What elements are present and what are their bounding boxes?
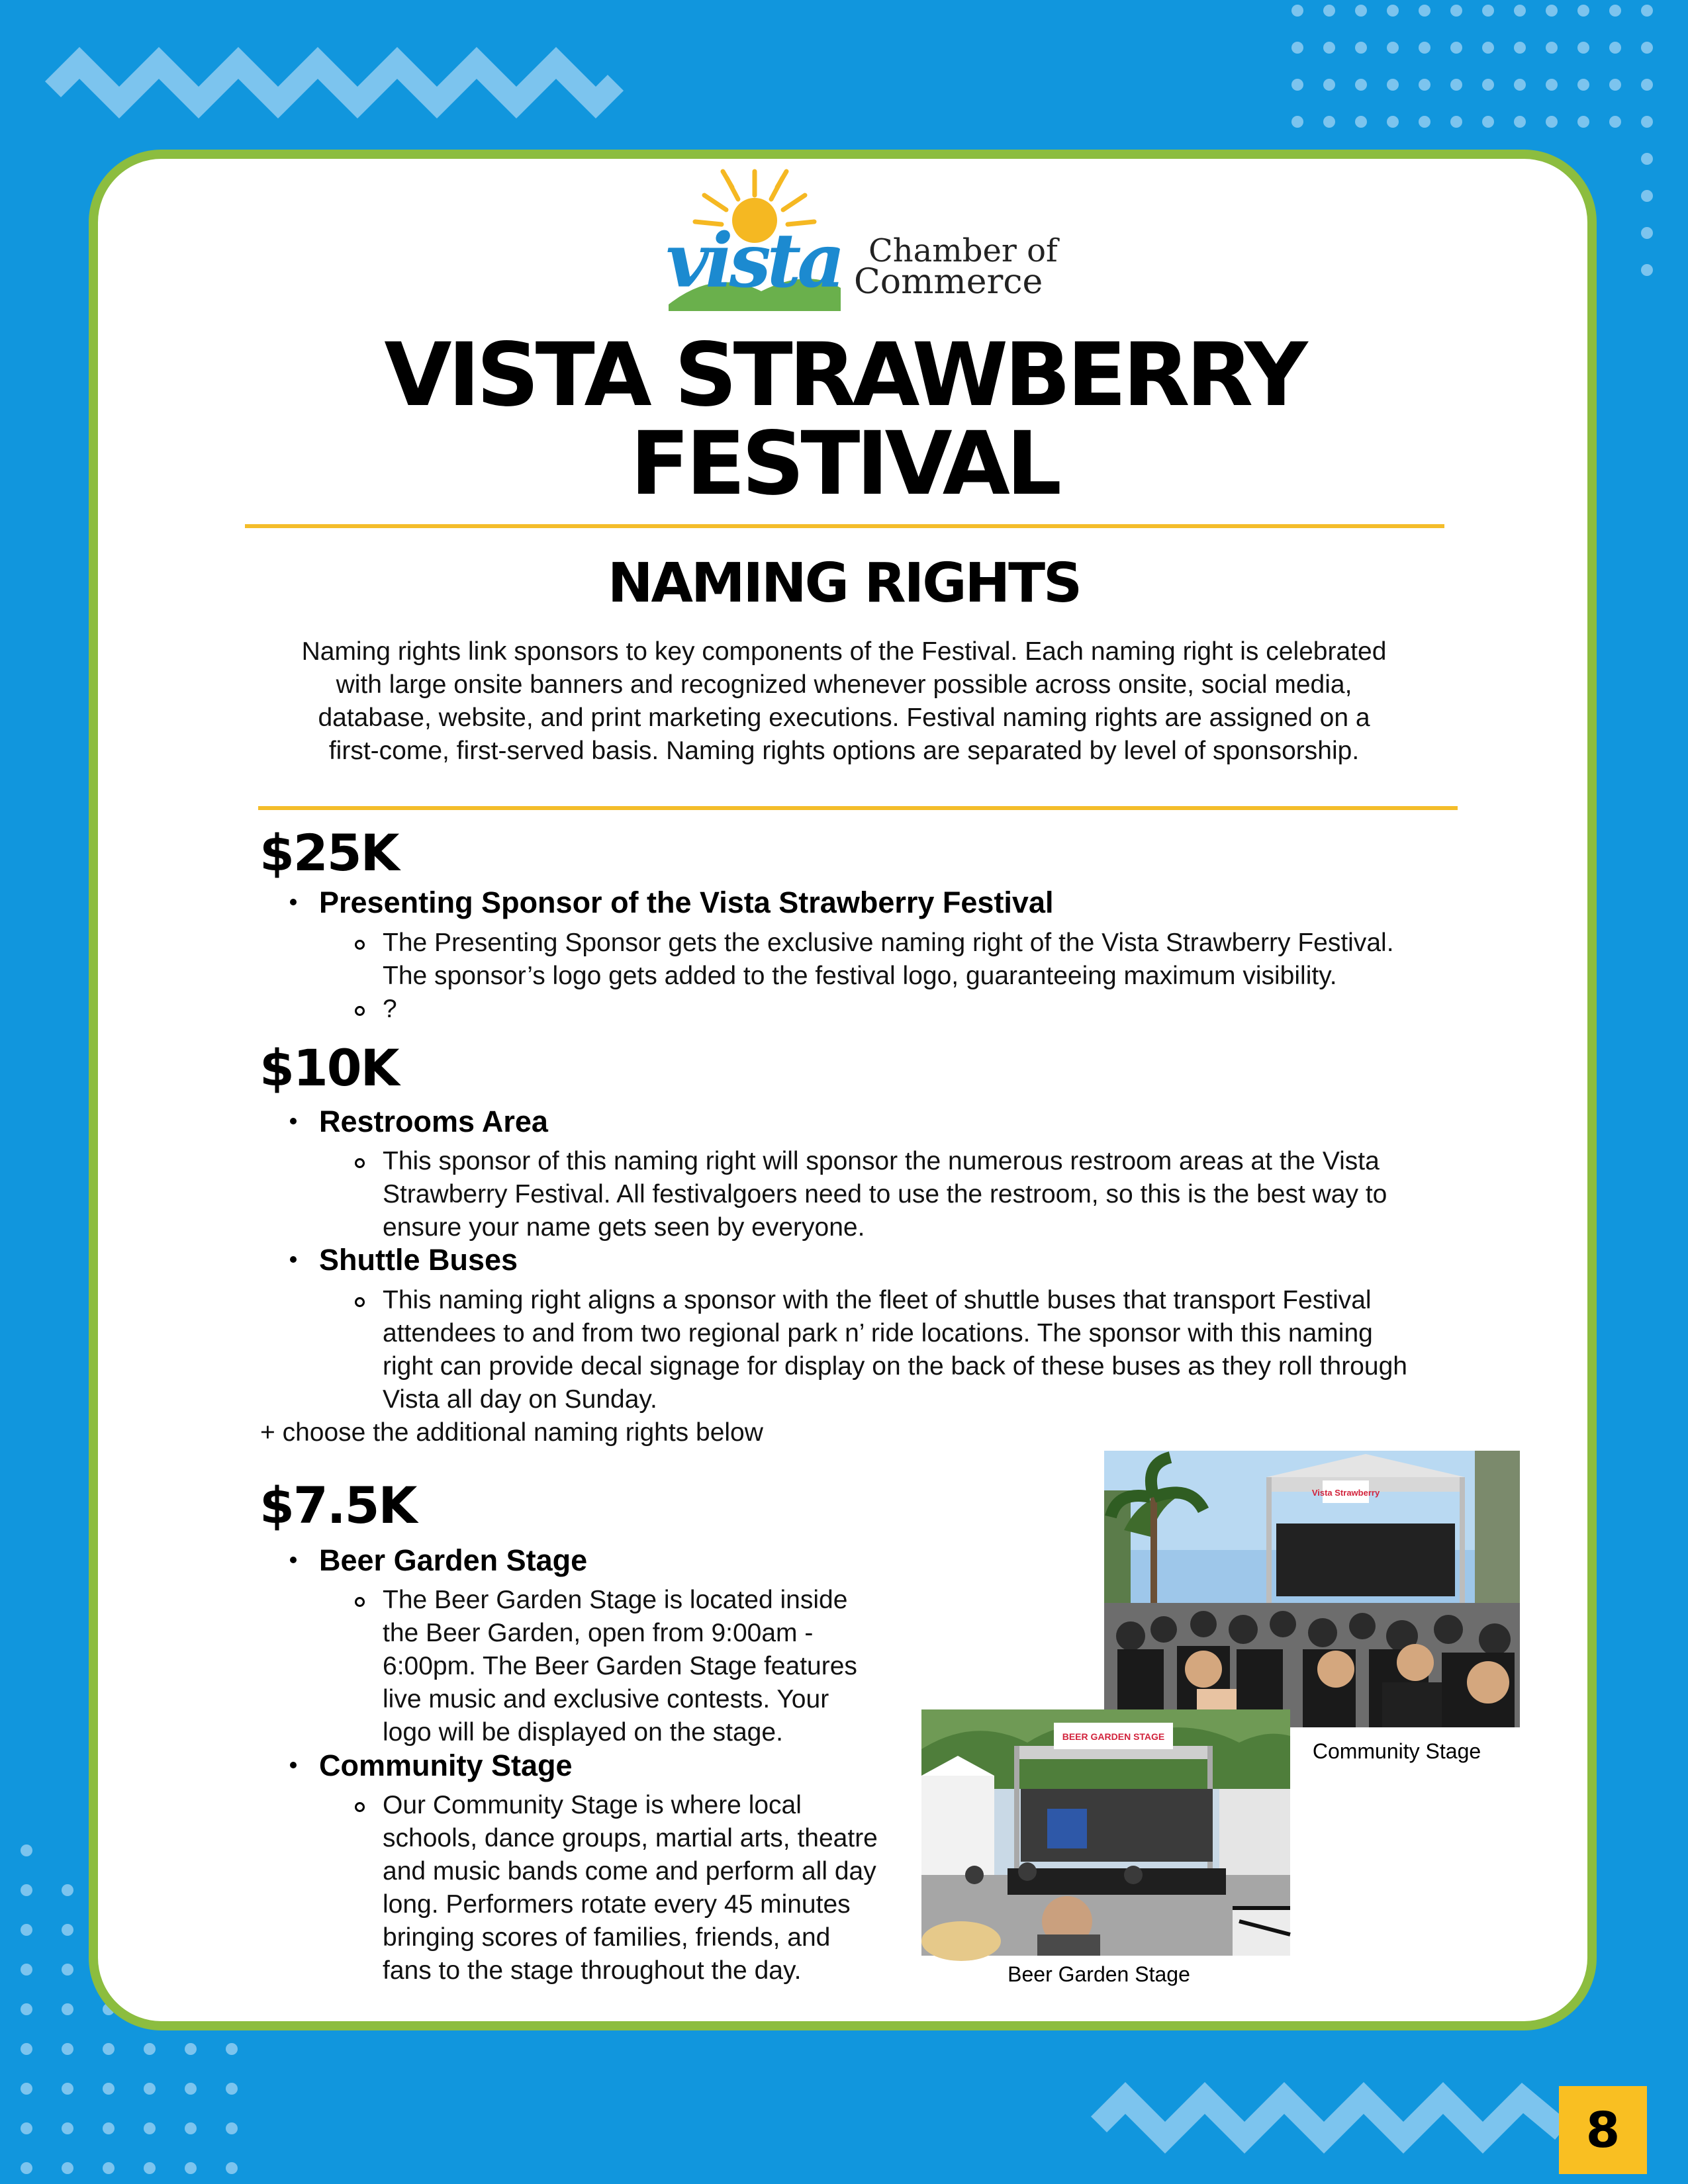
bullet-icon [290, 1762, 297, 1768]
decorative-dot [1387, 5, 1399, 17]
decorative-dot [1514, 42, 1526, 54]
decorative-dot [1450, 79, 1462, 91]
decorative-dot [1641, 5, 1653, 17]
decorative-dot [21, 2162, 32, 2174]
decorative-dot [1387, 79, 1399, 91]
decorative-dot [1419, 5, 1430, 17]
decorative-dot [21, 1844, 32, 1856]
title-line-1: VISTA STRAWBERRY [384, 324, 1304, 426]
decorative-dot [1482, 5, 1494, 17]
decorative-dot [144, 2043, 156, 2055]
decorative-dot [1291, 5, 1303, 17]
decorative-dot [185, 2083, 197, 2095]
decorative-dot [1546, 79, 1558, 91]
decorative-dot [1482, 79, 1494, 91]
decorative-dot [1514, 79, 1526, 91]
decorative-dot [1577, 5, 1589, 17]
decorative-dot [62, 2003, 73, 2015]
decorative-dot [1323, 42, 1335, 54]
item-title: Shuttle Buses [319, 1243, 518, 1277]
svg-text:Commerce: Commerce [854, 262, 1043, 302]
svg-text:vista: vista [666, 218, 841, 304]
decorative-dot [1641, 42, 1653, 54]
community-stage-caption: Community Stage [1312, 1739, 1481, 1763]
decorative-dot [1419, 79, 1430, 91]
decorative-dot [1609, 116, 1621, 128]
decorative-dot [1641, 264, 1653, 276]
decorative-dot [1387, 116, 1399, 128]
beer-garden-stage-photo [921, 1709, 1290, 1956]
tier-price: $10K [259, 1038, 399, 1097]
decorative-dot [226, 2122, 238, 2134]
decorative-dot [1291, 79, 1303, 91]
decorative-dot [21, 2043, 32, 2055]
decorative-dot [1641, 79, 1653, 91]
decorative-dot [1387, 42, 1399, 54]
item-title: Presenting Sponsor of the Vista Strawberry Festival [319, 886, 1054, 919]
intro-divider [258, 806, 1458, 810]
intro-paragraph: Naming rights link sponsors to key components of the Festival. Each naming right is celebrated with large onsite banners and recognized whenever possible across onsite, social media, database, website, and print marketing executions. Festival naming rights are assigned on a first-come, first-served basis. Naming rights options are separated by level of sponsorship. [301, 637, 1387, 765]
decorative-dot [1355, 42, 1367, 54]
decorative-dot [21, 2122, 32, 2134]
decorative-dot [185, 2122, 197, 2134]
decorative-dot [1482, 116, 1494, 128]
decorative-dot [1577, 42, 1589, 54]
decorative-dot [1514, 116, 1526, 128]
decorative-dot [1641, 153, 1653, 165]
decorative-dot [21, 2003, 32, 2015]
bullet-icon [290, 1557, 297, 1563]
decorative-dot [1609, 79, 1621, 91]
decorative-dot [185, 2043, 197, 2055]
decorative-dot [1641, 227, 1653, 239]
decorative-dot [1577, 116, 1589, 128]
svg-text:Chamber of: Chamber of [868, 232, 1058, 269]
community-stage-photo [1104, 1451, 1520, 1727]
circle-bullet-icon [355, 1802, 365, 1812]
decorative-dot [103, 2162, 115, 2174]
decorative-dot [1641, 190, 1653, 202]
chamber-logo [662, 169, 1058, 318]
decorative-dot [21, 1924, 32, 1936]
circle-bullet-icon [355, 1597, 365, 1607]
title-line-2: FESTIVAL [630, 413, 1058, 515]
bullet-icon [290, 1118, 297, 1124]
svg-text:BEER GARDEN STAGE: BEER GARDEN STAGE [1062, 1731, 1165, 1742]
decorative-dot [62, 2162, 73, 2174]
decorative-dot [1323, 79, 1335, 91]
decorative-dot [226, 2043, 238, 2055]
decorative-dot [62, 2043, 73, 2055]
circle-bullet-icon [355, 1297, 365, 1307]
tier-price: $25K [259, 823, 399, 882]
decorative-dot [1355, 116, 1367, 128]
bullet-icon [290, 1256, 297, 1263]
decorative-dot [103, 2122, 115, 2134]
decorative-dot [1291, 116, 1303, 128]
decorative-dot [1450, 116, 1462, 128]
decorative-dot [1609, 42, 1621, 54]
decorative-dot [1291, 42, 1303, 54]
decorative-dot [1609, 5, 1621, 17]
decorative-dot [1355, 79, 1367, 91]
decorative-dot [1482, 42, 1494, 54]
decorative-dot [62, 1924, 73, 1936]
tier-price: $7.5K [259, 1476, 416, 1535]
item-detail: This naming right aligns a sponsor with the fleet of shuttle buses that transport Festival attendees to and from two regional park n’ ride locations. The sponsor with this naming right can provide decal signage for display on the back of these buses as they roll through Vista all day on Sunday. [383, 1286, 1407, 1414]
decorative-dot [1323, 116, 1335, 128]
decorative-dot [1577, 79, 1589, 91]
decorative-dot [62, 2083, 73, 2095]
item-title: Beer Garden Stage [319, 1543, 588, 1577]
decorative-dot [144, 2162, 156, 2174]
item-detail: ? [383, 995, 397, 1023]
decorative-dot [62, 1964, 73, 1976]
decorative-dot [1450, 5, 1462, 17]
circle-bullet-icon [355, 1158, 365, 1168]
decorative-dot [144, 2083, 156, 2095]
decorative-dot [1514, 5, 1526, 17]
title-divider [245, 524, 1444, 528]
item-detail: This sponsor of this naming right will sponsor the numerous restroom areas at the Vista Strawberry Festival. All festivalgoers need to use the restroom, so this is the best way to ensure your name gets seen by everyone. [383, 1147, 1387, 1242]
svg-text:Vista Strawberry: Vista Strawberry [1311, 1488, 1380, 1498]
item-title: Community Stage [319, 1749, 573, 1782]
decorative-dot [1546, 116, 1558, 128]
decorative-dot [226, 2083, 238, 2095]
decorative-dot [103, 2083, 115, 2095]
decorative-dot [226, 2162, 238, 2174]
decorative-dot [1419, 116, 1430, 128]
item-detail: Our Community Stage is where local schools, dance groups, martial arts, theatre and music bands come and perform all day long. Performers rotate every 45 minutes bringing scores of families, friends, and fans to the stage throughout the day. [383, 1791, 878, 1985]
decorative-dot [1641, 116, 1653, 128]
circle-bullet-icon [355, 1006, 365, 1016]
decorative-dot [144, 2122, 156, 2134]
decorative-dot [185, 2162, 197, 2174]
decorative-dot [1323, 5, 1335, 17]
top-zigzag-decoration [40, 36, 622, 116]
bullet-icon [290, 899, 297, 905]
decorative-dot [1419, 42, 1430, 54]
decorative-dot [21, 2083, 32, 2095]
decorative-dot [21, 1964, 32, 1976]
beer-garden-stage-caption: Beer Garden Stage [1008, 1962, 1190, 1986]
additional-note: + choose the additional naming rights below [260, 1418, 763, 1447]
festival-title [199, 324, 1489, 515]
decorative-dot [1546, 42, 1558, 54]
bottom-zigzag-decoration [1086, 2071, 1589, 2151]
item-detail: The Presenting Sponsor gets the exclusive naming right of the Vista Strawberry Festival. The sponsor’s logo gets added to the festival logo, guaranteeing maximum visibility. [383, 929, 1394, 990]
decorative-dot [62, 2122, 73, 2134]
decorative-dot [1355, 5, 1367, 17]
decorative-dot [103, 2043, 115, 2055]
item-title: Restrooms Area [319, 1105, 548, 1138]
item-detail: The Beer Garden Stage is located inside the Beer Garden, open from 9:00am - 6:00pm. The Beer Garden Stage features live music and exclusive contests. Your logo will be displayed on the stage. [383, 1586, 857, 1747]
decorative-dot [62, 1884, 73, 1896]
circle-bullet-icon [355, 940, 365, 950]
decorative-dot [21, 1884, 32, 1896]
section-heading: NAMING RIGHTS [607, 552, 1081, 615]
decorative-dot [1546, 5, 1558, 17]
page-number: 8 [1559, 2086, 1647, 2174]
decorative-dot [1450, 42, 1462, 54]
